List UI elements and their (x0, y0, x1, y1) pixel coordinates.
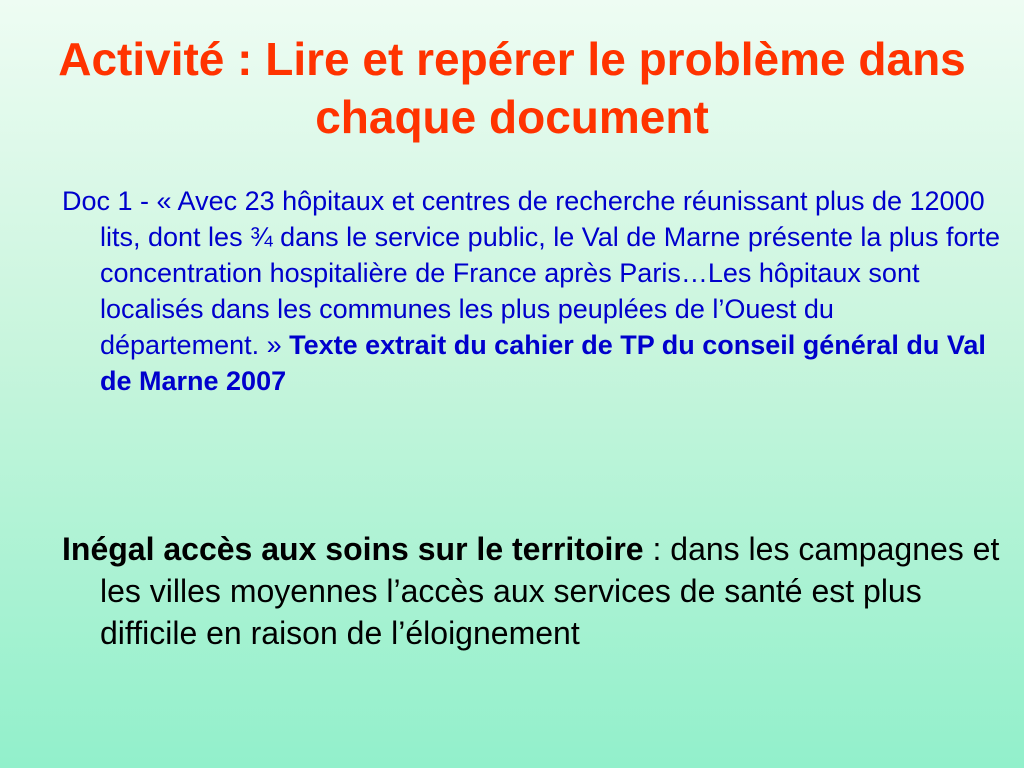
slide-title (40, 30, 984, 146)
doc-1-source: Texte extrait du cahier de TP du conseil général du Val de Marne 2007 (100, 330, 986, 396)
title-text: : Lire et repérer le problème dans chaque document (224, 33, 966, 143)
problem-text: : dans les campagnes et les villes moyennes l’accès aux services de santé est plus difficile en raison de l’éloignement (100, 531, 1000, 651)
doc-1-paragraph (62, 183, 1000, 399)
problem-paragraph (62, 528, 1000, 654)
title-activity-label: Activité (58, 33, 225, 85)
problem-heading: Inégal accès aux soins sur le territoire (62, 531, 644, 567)
doc-1-quote: Doc 1 - « Avec 23 hôpitaux et centres de recherche réunissant plus de 12000 lits, dont les ¾ dans le service public, le Val de Marne présente la plus forte concentration hospitalière de France après Paris…Les hôpitaux sont localisés dans les communes les plus peuplées de l’Ouest du département. » (62, 186, 1000, 360)
